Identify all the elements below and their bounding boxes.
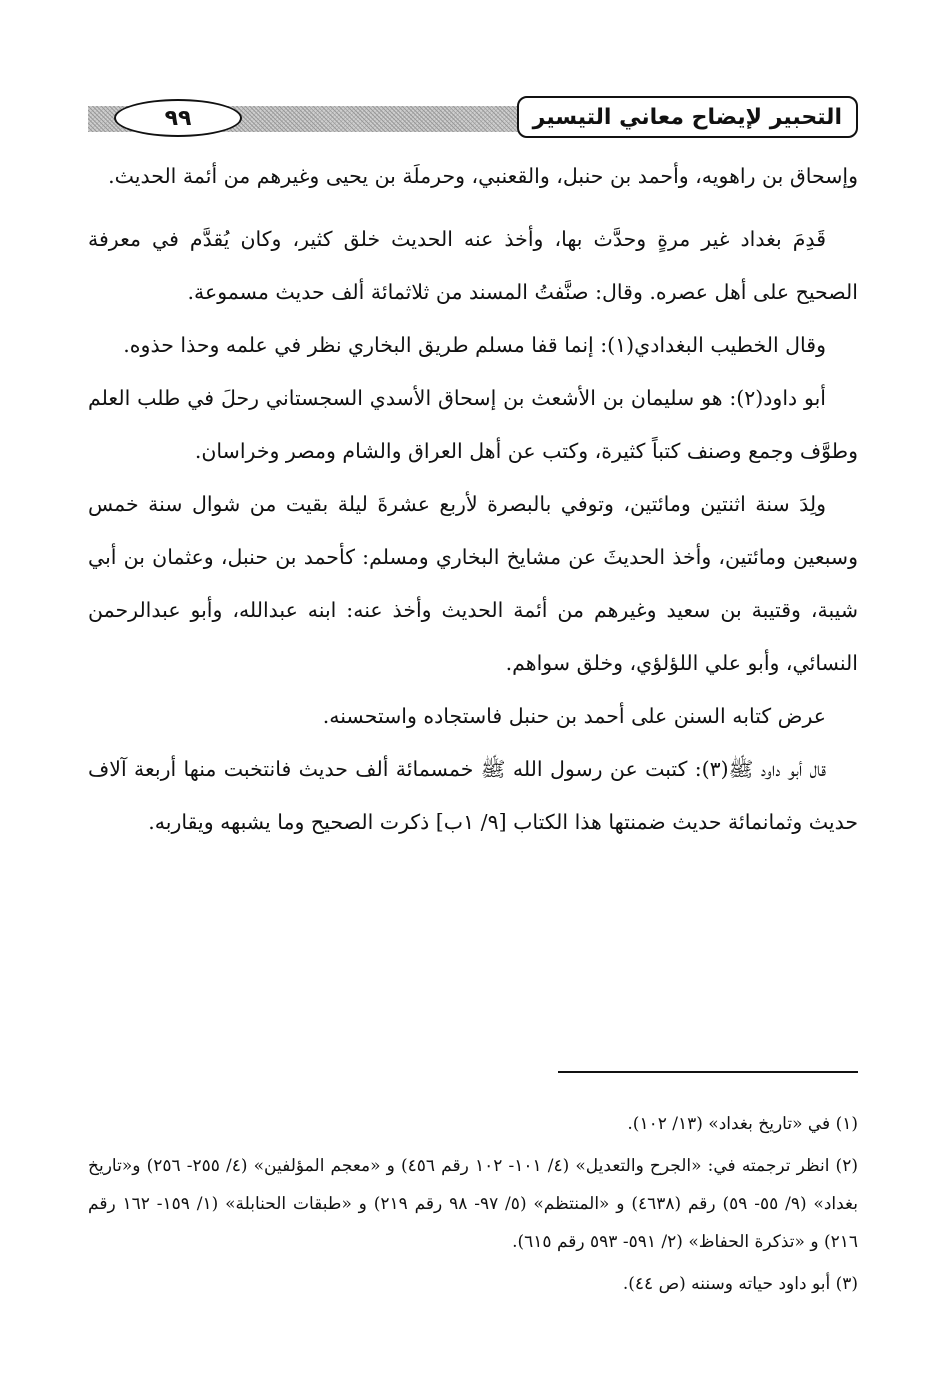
footnote-1: (١) في «تاريخ بغداد» (١٣/ ١٠٢). <box>627 1114 858 1134</box>
paragraph-4: أبو داود(٢): هو سليمان بن الأشعث بن إسحاق الأسدي السجستاني رحلَ في طلب العلم وطوَّف وجمع وصنف كتباً كثيرة، وكتب عن أهل العراق والشام ومصر وخراسان. <box>88 386 858 463</box>
main-text <box>88 150 858 849</box>
page-header <box>88 96 858 142</box>
book-title: التحبير لإيضاح معاني التيسير <box>517 96 858 138</box>
footnote-separator <box>558 1071 858 1073</box>
footnote-3: (٣) أبو داود حياته وسننه (ص ٤٤). <box>622 1274 858 1294</box>
paragraph-2: قَدِمَ بغداد غير مرةٍ وحدَّث بها، وأخذ عنه الحديث خلق كثير، وكان يُقدَّم في معرفة الصحيح على أهل عصره. وقال: صنَّفتُ المسند من ثلاثمائة ألف حديث مسموعة. <box>88 227 858 304</box>
footnotes <box>88 1105 858 1307</box>
footnote-2: (٢) انظر ترجمته في: «الجرح والتعديل» (٤/ ١٠١- ١٠٢ رقم ٤٥٦) و «معجم المؤلفين» (٤/ ٢٥٥- ٢٥٦) و«تاريخ بغداد» (٩/ ٥٥- ٥٩) رقم (٤٦٣٨) و «المنتظم» (٥/ ٩٧- ٩٨ رقم ٢١٩) و «طبقات الحنابلة» (١/ ١٥٩- ١٦٢ رقم ٢١٦) و «تذكرة الحفاظ» (٢/ ٥٩١- ٥٩٣ رقم ٦١٥). <box>88 1156 858 1252</box>
paragraph-6: عرض كتابه السنن على أحمد بن حنبل فاستجاده واستحسنه. <box>322 704 826 728</box>
paragraph-1: وإسحاق بن راهويه، وأحمد بن حنبل، والقعنبي، وحرملَة بن يحيى وغيرهم من أئمة الحديث. <box>108 164 858 188</box>
page-number: ٩٩ <box>114 99 242 137</box>
paragraph-5: ولِدَ سنة اثنتين ومائتين، وتوفي بالبصرة لأربع عشرةَ ليلة بقيت من شوال سنة خمس وسبعين ومائتين، وأخذ الحديثَ عن مشايخ البخاري ومسلم: كأحمد بن حنبل، وعثمان بن أبي شيبة، وقتيبة بن سعيد وغيرهم من أئمة الحديث وأخذ عنه: ابنه عبدالله، وأبو عبدالرحمن النسائي، وأبو علي اللؤلؤي، وخلق سواهم. <box>88 492 858 675</box>
paragraph-7: قال أبو داود ﷺ(٣): كتبت عن رسول الله ﷺ خمسمائة ألف حديث فانتخبت منها أربعة آلاف حديث وثمانمائة حديث ضمنتها هذا الكتاب [٩/ ١ب] ذكرت الصحيح وما يشبهه ويقاربه. <box>88 757 858 834</box>
paragraph-3: وقال الخطيب البغدادي(١): إنما قفا مسلم طريق البخاري نظر في علمه وحذا حذوه. <box>123 333 826 357</box>
